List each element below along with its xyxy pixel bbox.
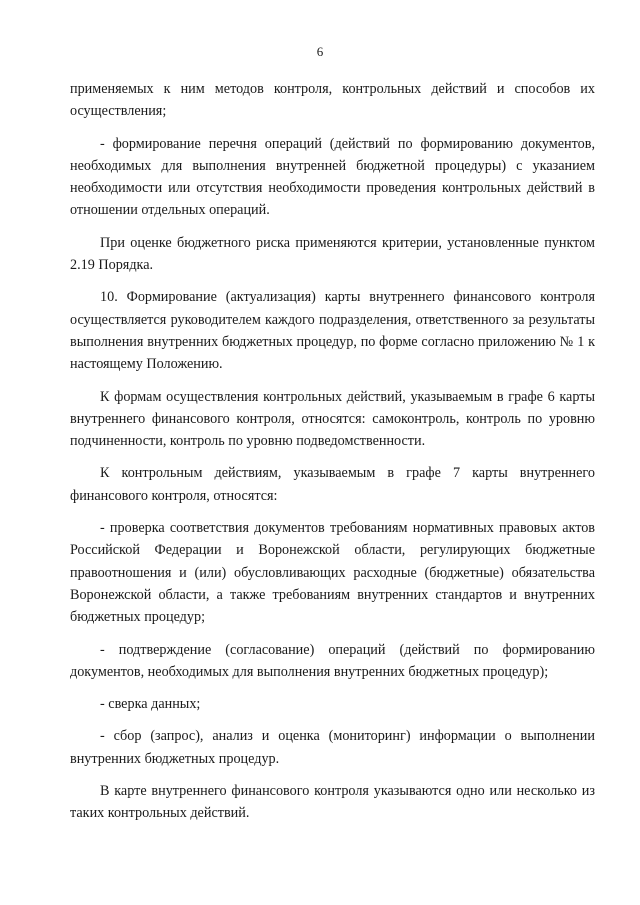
page-number: 6 xyxy=(316,44,324,59)
paragraph-control-actions-intro: К контрольным действиям, указываемым в графе 7 карты внутреннего финансового контроля, относятся: xyxy=(70,465,595,504)
paragraph-item-10: 10. Формирование (актуализация) карты внутреннего финансового контроля осуществляется руководителем каждого подразделения, ответственного за результаты выполнения внутренних бюджетных процедур, по форме согласно приложению № 1 к настоящему Положению. xyxy=(70,289,595,373)
paragraph-1-continuation: применяемых к ним методов контроля, контрольных действий и способов их осуществления; xyxy=(70,81,595,120)
list-item-data-reconciliation: - сверка данных; xyxy=(100,696,201,713)
list-item-monitoring: - сбор (запрос), анализ и оценка (мониторинг) информации о выполнении внутренних бюджетных процедур. xyxy=(70,728,595,767)
paragraph-operations-list: - формирование перечня операций (действий по формированию документов, необходимых для выполнения внутренней бюджетной процедуры) с указанием необходимости или отсутствия необходимости проведения контрольных действий в отношении отдельных операций. xyxy=(70,135,595,219)
paragraph-risk-criteria: При оценке бюджетного риска применяются критерии, установленные пунктом 2.19 Порядка. xyxy=(70,234,595,274)
list-item-confirmation: - подтверждение (согласование) операций (действий по формированию документов, необходимых для выполнения внутренних бюджетных процедур); xyxy=(70,641,595,680)
paragraph-control-forms: К формам осуществления контрольных действий, указываемым в графе 6 карты внутреннего финансового контроля, относятся: самоконтроль, контроль по уровню подчиненности, контроль по уровню подведомственности. xyxy=(70,388,595,450)
document-body xyxy=(70,78,595,835)
paragraph-closing: В карте внутреннего финансового контроля указываются одно или несколько из таких контрольных действий. xyxy=(70,783,595,822)
list-item-compliance-check: - проверка соответствия документов требованиям нормативных правовых актов Российской Федерации и Воронежской области, регулирующих бюджетные правоотношения и (или) обусловливающих расходные (бюджетные) обязательства Воронежской области, а также требованиям внутренних стандартов и внутренних бюджетных процедур; xyxy=(70,520,595,626)
